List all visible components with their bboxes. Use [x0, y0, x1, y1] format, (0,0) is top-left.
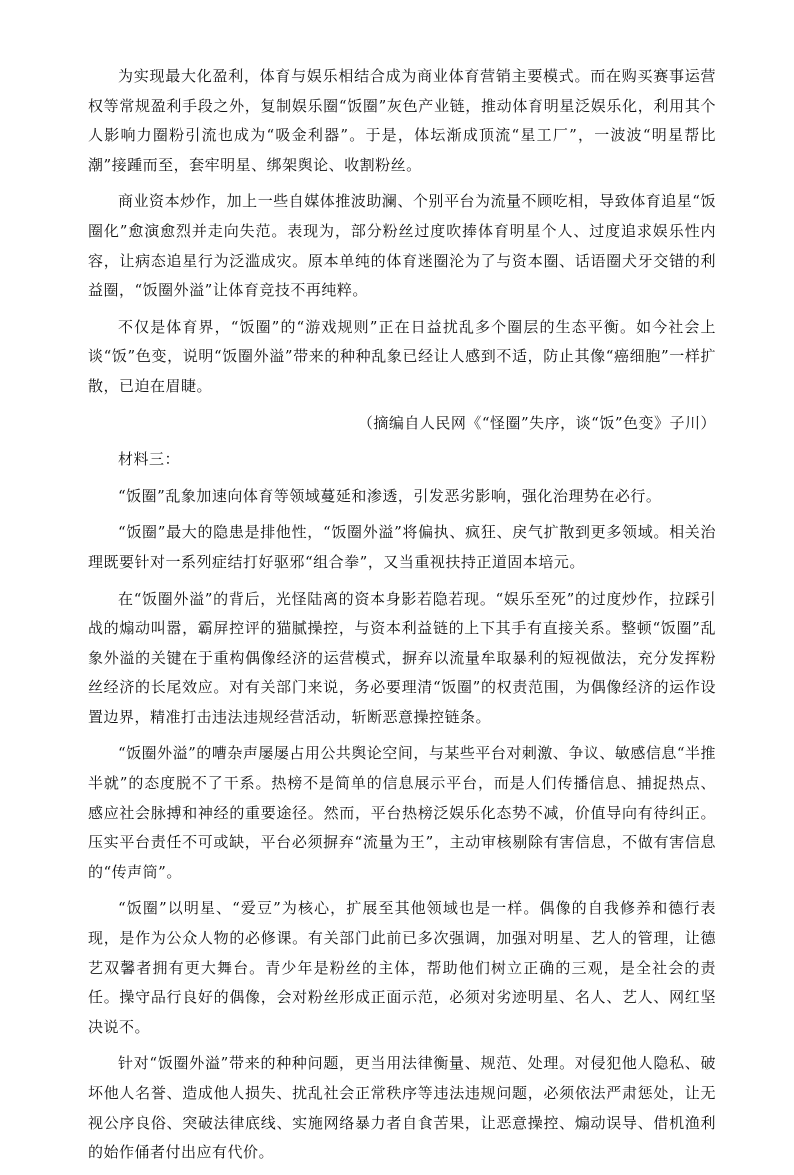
source-citation: （摘编自人民网《“怪圈”失序，谈“饭”色变》子川） [357, 413, 716, 432]
paragraph: “饭圈”最大的隐患是排他性，“饭圈外溢”将偏执、疯狂、戾气扩散到更多领域。相关治理既要针对一系列症结打好驱邪“组合拳”，又当重视扶持正道固本培元。 [88, 523, 716, 571]
paragraph: 在“饭圈外溢”的背后，光怪陆离的资本身影若隐若现。“娱乐至死”的过度炒作，拉踩引战的煽动叫嚣，霸屏控评的猫腻操控，与资本利益链的上下其手有直接关系。整顿“饭圈”乱象外溢的关键在于重构偶像经济的运营模式，摒弃以流量牟取暴利的短视做法，充分发挥粉丝经济的长尾效应。对有关部门来说，务必要理清“饭圈”的权责范围，为偶像经济的运作设置边界，精准打击违法违规经营活动，斩断恶意操控链条。 [88, 589, 716, 726]
paragraph: “饭圈外溢”的嘈杂声屡屡占用公共舆论空间，与某些平台对刺激、争议、敏感信息“半推半就”的态度脱不了干系。热榜不是简单的信息展示平台，而是人们传播信息、捕捉热点、感应社会脉搏和神经的重要途径。然而，平台热榜泛娱乐化态势不减，价值导向有待纠正。压实平台责任不可或缺，平台必须摒弃“流量为王”，主动审核剔除有害信息，不做有害信息的“传声筒”。 [88, 744, 717, 881]
article-body [88, 62, 716, 1175]
material-label: 材料三： [118, 450, 181, 469]
paragraph: “饭圈”乱象加速向体育等领域蔓延和渗透，引发恶劣影响，强化治理势在必行。 [118, 486, 662, 505]
paragraph: 为实现最大化盈利，体育与娱乐相结合成为商业体育营销主要模式。而在购买赛事运营权等常规盈利手段之外，复制娱乐圈“饭圈”灰色产业链，推动体育明星泛娱乐化，利用其个人影响力圈粉引流也成为“吸金利器”。于是，体坛渐成顶流“星工厂”，一波波“明星帮比潮”接踵而至，套牢明星、绑架舆论、收割粉丝。 [88, 67, 716, 174]
paragraph: 商业资本炒作，加上一些自媒体推波助澜、个别平台为流量不顾吃相，导致体育追星“饭圈化”愈演愈烈并走向失范。表现为，部分粉丝过度吹捧体育明星个人、过度追求娱乐性内容，让病态追星行为泛滥成灾。原本单纯的体育迷圈沦为了与资本圈、话语圈犬牙交错的利益圈，“饭圈外溢”让体育竞技不再纯粹。 [88, 192, 716, 300]
paragraph: 不仅是体育界，“饭圈”的“游戏规则”正在日益扰乱多个圈层的生态平衡。如今社会上谈“饭”色变，说明“饭圈外溢”带来的种种乱象已经让人感到不适，防止其像“癌细胞”一样扩散，已迫在眉睫。 [88, 317, 716, 395]
paragraph: “饭圈”以明星、“爱豆”为核心，扩展至其他领域也是一样。偶像的自我修养和德行表现，是作为公众人物的必修课。有关部门此前已多次强调，加强对明星、艺人的管理，让德艺双馨者拥有更大舞台。青少年是粉丝的主体，帮助他们树立正确的三观，是全社会的责任。操守品行良好的偶像，会对粉丝形成正面示范，必须对劣迹明星、名人、艺人、网红坚决说不。 [88, 899, 716, 1036]
paragraph: 针对“饭圈外溢”带来的种种问题，更当用法律衡量、规范、处理。对侵犯他人隐私、破坏他人名誉、造成他人损失、扰乱社会正常秩序等违法违规问题，必须依法严肃惩处，让无视公序良俗、突破法律底线、实施网络暴力者自食苦果，让恶意操控、煽动误导、借机渔利的始作俑者付出应有代价。 [88, 1054, 716, 1162]
